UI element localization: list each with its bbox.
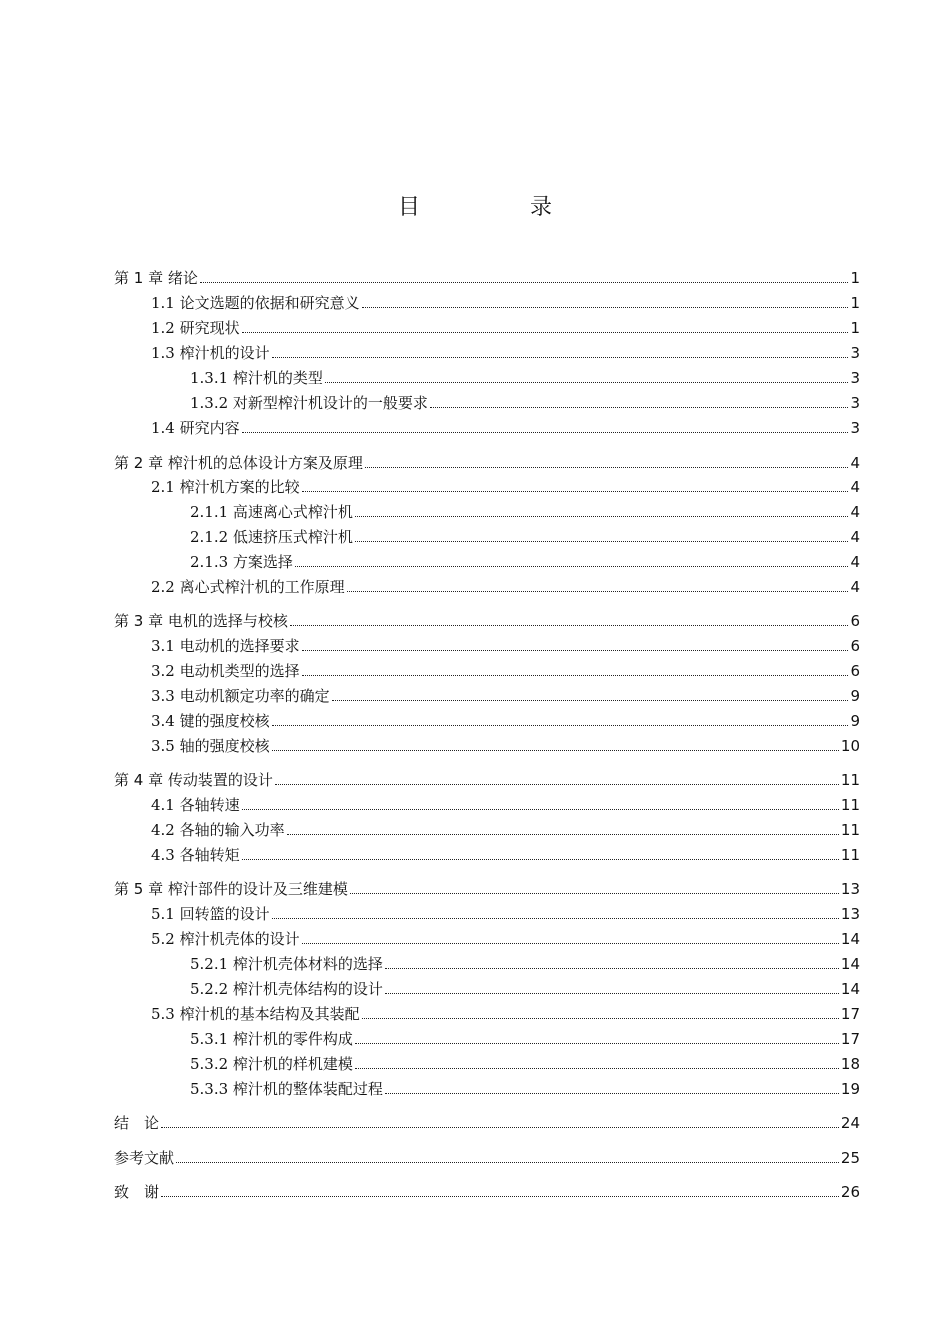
- toc-dot-leader: [355, 541, 848, 542]
- toc-page-number: 1: [850, 294, 860, 312]
- toc-dot-leader: [302, 491, 848, 492]
- toc-section-entry[interactable]: [114, 415, 860, 437]
- toc-entry-label: 5.3 榨汁机的基本结构及其装配: [151, 1005, 360, 1023]
- toc-page-number: 11: [840, 821, 860, 839]
- toc-entry-label: 3.2 电动机类型的选择: [151, 662, 300, 680]
- toc-page-number: 25: [840, 1149, 860, 1167]
- toc-page-number: 6: [850, 662, 860, 680]
- toc-entry-label: 致 谢: [114, 1183, 160, 1201]
- toc-dot-leader: [430, 407, 848, 408]
- toc-subsection-entry[interactable]: [114, 1051, 860, 1073]
- toc-entry-label: 第 1 章 绪论: [114, 269, 198, 287]
- toc-page-number: 11: [840, 796, 860, 814]
- toc-dot-leader: [362, 1018, 839, 1019]
- toc-page-number: 11: [840, 771, 860, 789]
- toc-dot-leader: [355, 516, 848, 517]
- toc-entry-label: 3.3 电动机额定功率的确定: [151, 687, 330, 705]
- toc-dot-leader: [242, 809, 839, 810]
- toc-page-number: 3: [850, 369, 860, 387]
- toc-page-number: 4: [850, 503, 860, 521]
- toc-page-number: 3: [850, 419, 860, 437]
- toc-dot-leader: [385, 968, 839, 969]
- toc-section-entry[interactable]: [114, 290, 860, 312]
- toc-subsection-entry[interactable]: [114, 951, 860, 973]
- toc-section-entry[interactable]: [114, 474, 860, 496]
- toc-entry-label: 第 2 章 榨汁机的总体设计方案及原理: [114, 454, 363, 472]
- toc-page-number: 9: [850, 687, 860, 705]
- toc-page-number: 14: [840, 980, 860, 998]
- toc-section-entry[interactable]: [114, 708, 860, 730]
- toc-entry-label: 1.3.1 榨汁机的类型: [190, 369, 323, 387]
- toc-dot-leader: [332, 700, 848, 701]
- toc-entry-label: 2.2 离心式榨汁机的工作原理: [151, 578, 345, 596]
- toc-page-number: 6: [850, 612, 860, 630]
- toc-dot-leader: [161, 1196, 839, 1197]
- toc-subsection-entry[interactable]: [114, 390, 860, 412]
- toc-page-number: 6: [850, 637, 860, 655]
- toc-entry-label: 2.1 榨汁机方案的比较: [151, 478, 300, 496]
- toc-entry-label: 1.3 榨汁机的设计: [151, 344, 270, 362]
- toc-section-entry[interactable]: [114, 926, 860, 948]
- toc-page-number: 26: [840, 1183, 860, 1201]
- toc-dot-leader: [275, 784, 839, 785]
- toc-chapter-entry[interactable]: [114, 450, 860, 472]
- toc-page-number: 9: [850, 712, 860, 730]
- toc-entry-label: 4.3 各轴转矩: [151, 846, 240, 864]
- toc-dot-leader: [242, 432, 848, 433]
- toc-section-entry[interactable]: [114, 340, 860, 362]
- toc-section-entry[interactable]: [114, 1001, 860, 1023]
- toc-page-number: 18: [840, 1055, 860, 1073]
- toc-entry-label: 1.1 论文选题的依据和研究意义: [151, 294, 360, 312]
- toc-dot-leader: [242, 332, 848, 333]
- toc-entry-label: 3.4 键的强度校核: [151, 712, 270, 730]
- toc-page-number: 1: [850, 319, 860, 337]
- toc-entry-label: 5.3.1 榨汁机的零件构成: [190, 1030, 353, 1048]
- toc-page-number: 19: [840, 1080, 860, 1098]
- toc-section-entry[interactable]: [114, 842, 860, 864]
- toc-dot-leader: [385, 993, 839, 994]
- toc-page-number: 4: [850, 454, 860, 472]
- toc-page-number: 4: [850, 578, 860, 596]
- toc-entry-label: 1.4 研究内容: [151, 419, 240, 437]
- toc-dot-leader: [302, 675, 848, 676]
- toc-subsection-entry[interactable]: [114, 1076, 860, 1098]
- toc-subsection-entry[interactable]: [114, 1026, 860, 1048]
- toc-section-entry[interactable]: [114, 658, 860, 680]
- toc-dot-leader: [176, 1162, 839, 1163]
- toc-chapter-entry[interactable]: [114, 876, 860, 898]
- toc-entry-label: 5.1 回转篮的设计: [151, 905, 270, 923]
- toc-entry-label: 4.1 各轴转速: [151, 796, 240, 814]
- toc-dot-leader: [365, 467, 848, 468]
- toc-dot-leader: [355, 1043, 839, 1044]
- toc-page-number: 13: [840, 880, 860, 898]
- toc-dot-leader: [347, 591, 848, 592]
- toc-chapter-entry[interactable]: [114, 767, 860, 789]
- toc-dot-leader: [242, 859, 839, 860]
- toc-subsection-entry[interactable]: [114, 365, 860, 387]
- toc-chapter-entry[interactable]: [114, 608, 860, 630]
- toc-dot-leader: [325, 382, 848, 383]
- toc-subsection-entry[interactable]: [114, 549, 860, 571]
- toc-entry-label: 第 4 章 传动装置的设计: [114, 771, 273, 789]
- toc-entry-label: 第 3 章 电机的选择与校核: [114, 612, 288, 630]
- toc-dot-leader: [355, 1068, 839, 1069]
- toc-chapter-entry[interactable]: [114, 1145, 860, 1167]
- toc-entry-label: 3.5 轴的强度校核: [151, 737, 270, 755]
- toc-entry-label: 5.3.2 榨汁机的样机建模: [190, 1055, 353, 1073]
- toc-dot-leader: [272, 357, 848, 358]
- toc-dot-leader: [272, 750, 839, 751]
- toc-entry-label: 2.1.1 高速离心式榨汁机: [190, 503, 353, 521]
- toc-page-number: 4: [850, 478, 860, 496]
- toc-entry-label: 结 论: [114, 1114, 160, 1132]
- toc-section-entry[interactable]: [114, 683, 860, 705]
- toc-dot-leader: [302, 943, 839, 944]
- toc-dot-leader: [200, 282, 848, 283]
- toc-page-number: 11: [840, 846, 860, 864]
- toc-section-entry[interactable]: [114, 633, 860, 655]
- toc-chapter-entry[interactable]: [114, 1179, 860, 1201]
- toc-page-number: 1: [850, 269, 860, 287]
- toc-dot-leader: [287, 834, 839, 835]
- toc-page-number: 4: [850, 553, 860, 571]
- toc-dot-leader: [385, 1093, 839, 1094]
- toc-chapter-entry[interactable]: [114, 265, 860, 287]
- toc-chapter-entry[interactable]: [114, 1110, 860, 1132]
- page-title: 目 录: [397, 195, 596, 220]
- toc-entry-label: 2.1.3 方案选择: [190, 553, 293, 571]
- toc-subsection-entry[interactable]: [114, 524, 860, 546]
- toc-page-number: 13: [840, 905, 860, 923]
- toc-page-number: 10: [840, 737, 860, 755]
- toc-page-number: 24: [840, 1114, 860, 1132]
- toc-section-entry[interactable]: [114, 901, 860, 923]
- toc-entry-label: 5.3.3 榨汁机的整体装配过程: [190, 1080, 383, 1098]
- toc-subsection-entry[interactable]: [114, 499, 860, 521]
- toc-entry-label: 4.2 各轴的输入功率: [151, 821, 285, 839]
- toc-entry-label: 1.2 研究现状: [151, 319, 240, 337]
- toc-dot-leader: [350, 893, 839, 894]
- toc-page-number: 14: [840, 955, 860, 973]
- toc-dot-leader: [302, 650, 848, 651]
- toc-entry-label: 1.3.2 对新型榨汁机设计的一般要求: [190, 394, 428, 412]
- toc-dot-leader: [161, 1127, 839, 1128]
- toc-dot-leader: [272, 725, 848, 726]
- toc-page-number: 4: [850, 528, 860, 546]
- toc-section-entry[interactable]: [114, 574, 860, 596]
- toc-dot-leader: [290, 625, 848, 626]
- toc-entry-label: 5.2.2 榨汁机壳体结构的设计: [190, 980, 383, 998]
- toc-section-entry[interactable]: [114, 792, 860, 814]
- toc-page-number: 17: [840, 1030, 860, 1048]
- toc-section-entry[interactable]: [114, 817, 860, 839]
- toc-dot-leader: [272, 918, 839, 919]
- toc-page-number: 17: [840, 1005, 860, 1023]
- toc-section-entry[interactable]: [114, 315, 860, 337]
- toc-page-number: 14: [840, 930, 860, 948]
- toc-entry-label: 5.2.1 榨汁机壳体材料的选择: [190, 955, 383, 973]
- toc-dot-leader: [362, 307, 848, 308]
- toc-entry-label: 参考文献: [114, 1149, 175, 1167]
- toc-page-number: 3: [850, 394, 860, 412]
- toc-dot-leader: [295, 566, 848, 567]
- toc-page-number: 3: [850, 344, 860, 362]
- toc-subsection-entry[interactable]: [114, 976, 860, 998]
- toc-entry-label: 2.1.2 低速挤压式榨汁机: [190, 528, 353, 546]
- toc-entry-label: 3.1 电动机的选择要求: [151, 637, 300, 655]
- toc-entry-label: 5.2 榨汁机壳体的设计: [151, 930, 300, 948]
- toc-entry-label: 第 5 章 榨汁部件的设计及三维建模: [114, 880, 348, 898]
- toc-section-entry[interactable]: [114, 733, 860, 755]
